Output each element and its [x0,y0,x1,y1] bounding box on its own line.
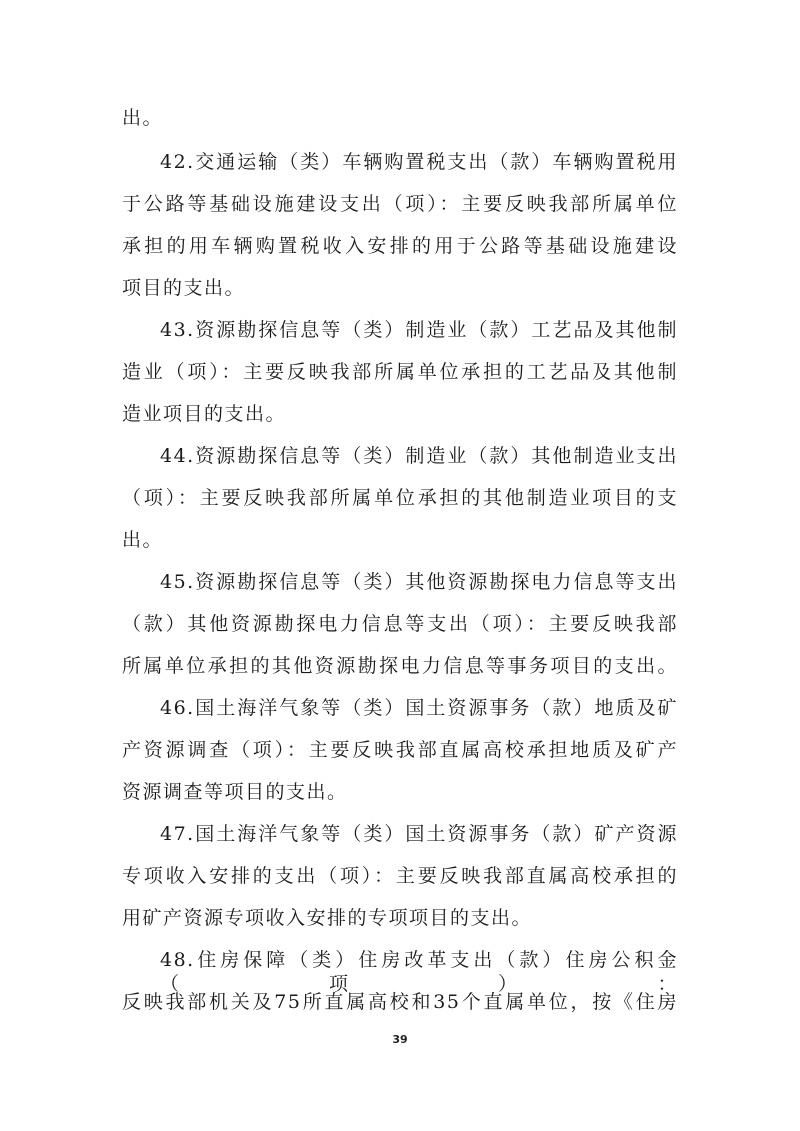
paragraph-line: 用矿产资源专项收入安排的专项项目的支出。 [122,907,533,929]
paragraph-line: 反映我部机关及75所直属高校和35个直属单位，按《住房 [122,991,678,1013]
paragraph-line: 44.资源勘探信息等（类）制造业（款）其他制造业支出 [160,445,678,467]
paragraph-line: 42.交通运输（类）车辆购置税支出（款）车辆购置税用 [160,151,678,173]
paragraph-line: 资源调查等项目的支出。 [122,781,348,803]
paragraph-line: 46.国土海洋气象等（类）国土资源事务（款）地质及矿 [160,697,678,719]
paragraph-line: 造业项目的支出。 [122,403,287,425]
paragraph-line: 出。 [122,107,164,129]
paragraph-line: 项目的支出。 [122,277,246,299]
paragraph-line: （项）：主要反映我部所属单位承担的其他制造业项目的支 [122,487,678,509]
paragraph-line: 45.资源勘探信息等（类）其他资源勘探电力信息等支出 [160,571,678,593]
paragraph-line: 48.住房保障（类）住房改革支出（款）住房公积金（项）： [160,949,678,995]
paragraph-line: 于公路等基础设施建设支出（项）：主要反映我部所属单位 [122,193,678,215]
paragraph-line: 承担的用车辆购置税收入安排的用于公路等基础设施建设 [122,235,678,257]
paragraph-line: 所属单位承担的其他资源勘探电力信息等事务项目的支出。 [122,655,678,677]
paragraph-line: 造业（项）：主要反映我部所属单位承担的工艺品及其他制 [122,361,678,383]
paragraph-line: 47.国土海洋气象等（类）国土资源事务（款）矿产资源 [160,823,678,845]
paragraph-line: 专项收入安排的支出（项）：主要反映我部直属高校承担的 [122,865,678,887]
paragraph-line: （款）其他资源勘探电力信息等支出（项）：主要反映我部 [122,613,678,635]
paragraph-line: 43.资源勘探信息等（类）制造业（款）工艺品及其他制 [160,319,678,341]
paragraph-line: 产资源调查（项）：主要反映我部直属高校承担地质及矿产 [122,739,678,761]
page-number: 39 [392,1033,408,1046]
paragraph-line: 出。 [122,529,164,551]
